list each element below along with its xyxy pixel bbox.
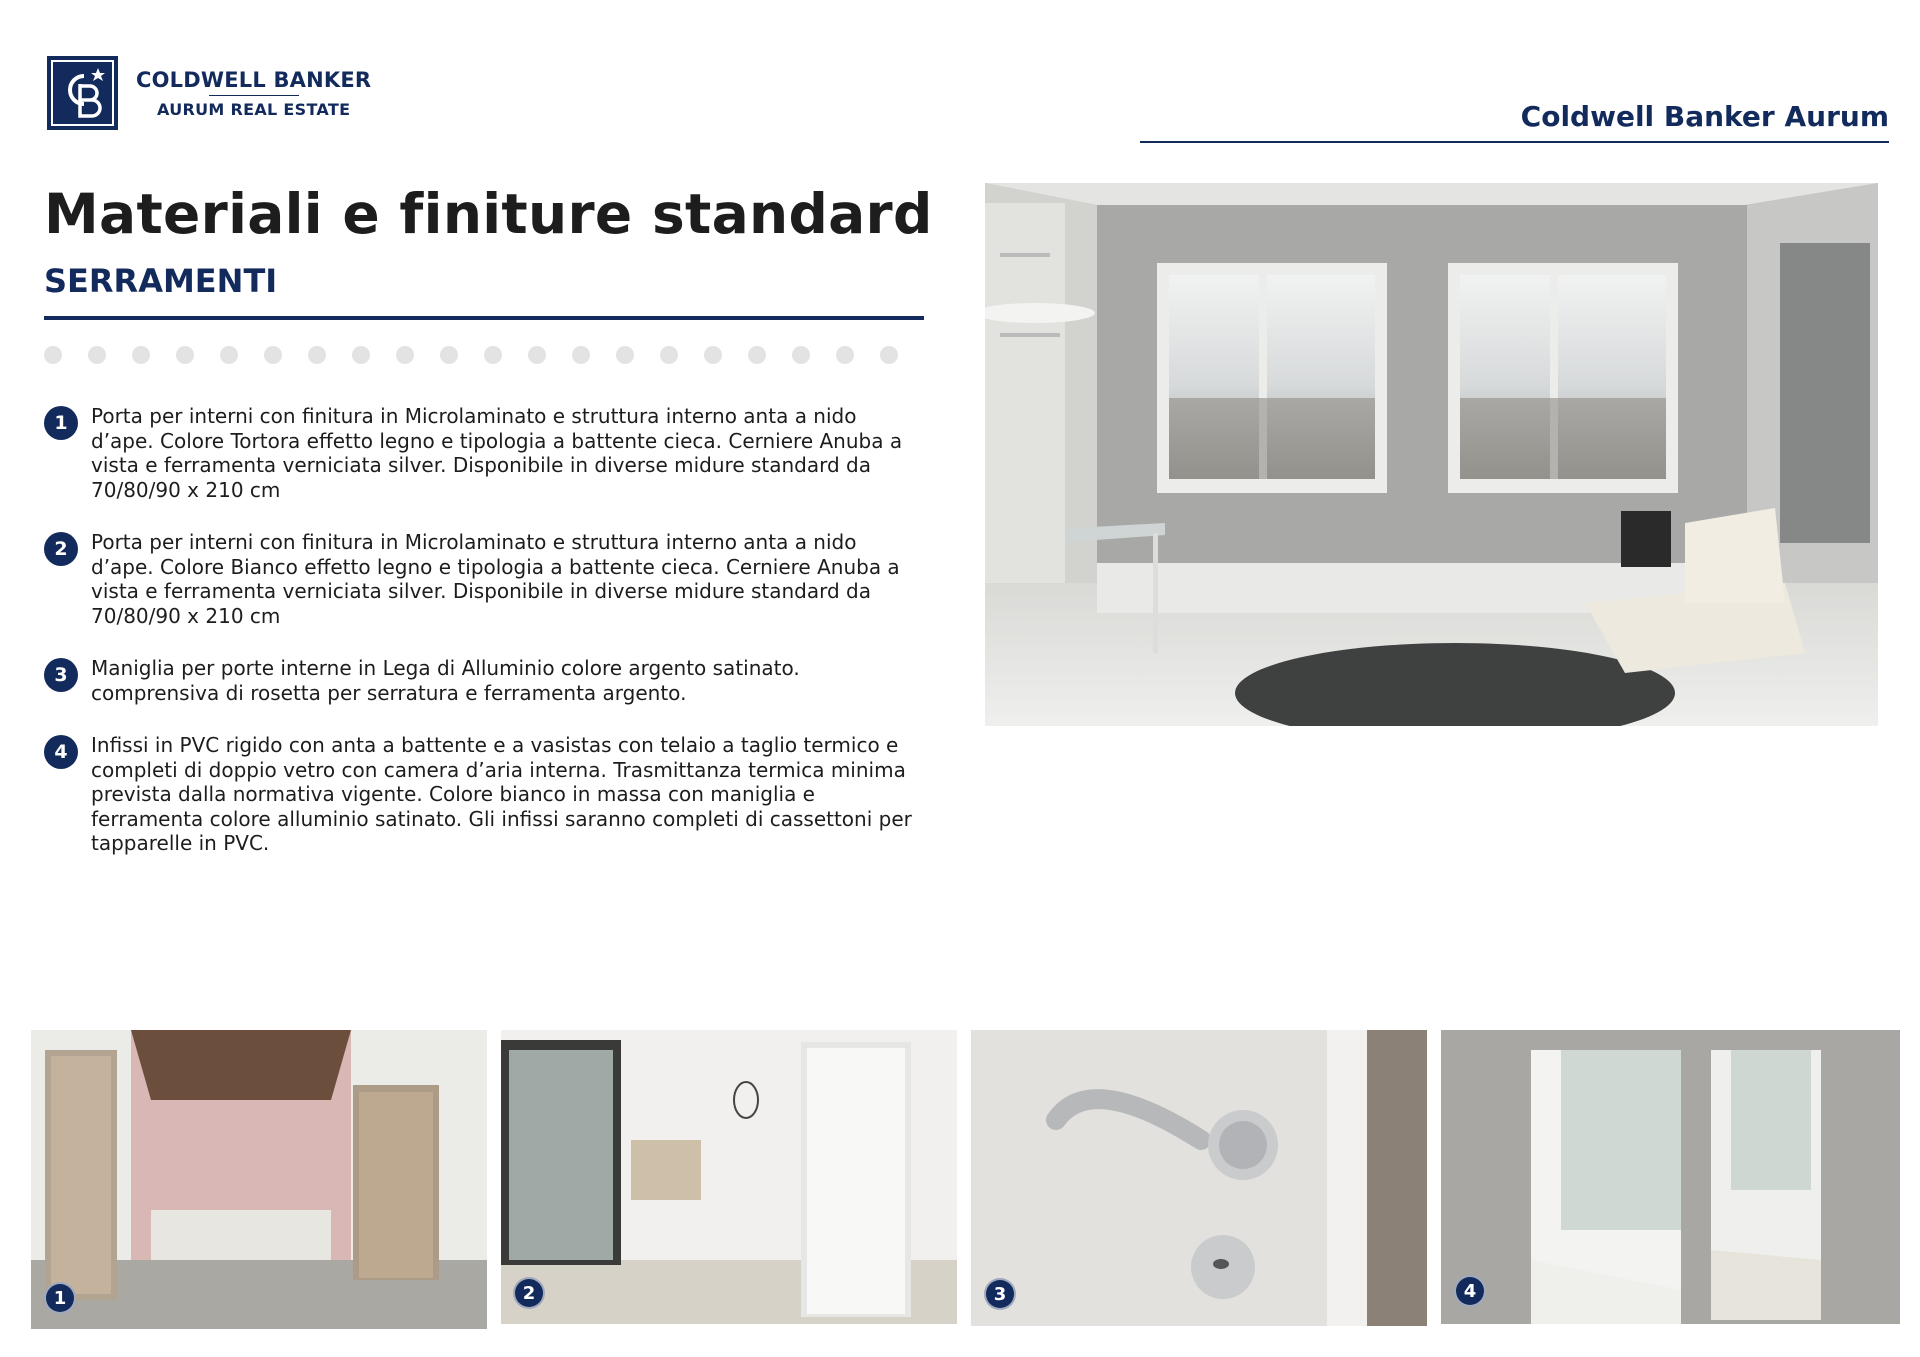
dot [132, 346, 150, 364]
dot [176, 346, 194, 364]
company-logo[interactable] [47, 56, 371, 130]
dot [308, 346, 326, 364]
logo-agency-name: AURUM REAL ESTATE [157, 99, 351, 119]
list-item [44, 656, 924, 705]
item-number-badge: 2 [44, 532, 78, 566]
dot [352, 346, 370, 364]
list-item [44, 530, 924, 628]
photo-badge: 3 [984, 1278, 1016, 1310]
dot [440, 346, 458, 364]
hero-interior-image [985, 183, 1878, 726]
header-rule [1140, 141, 1889, 143]
decorative-dots [44, 346, 924, 364]
dot [616, 346, 634, 364]
photo-badge: 4 [1454, 1275, 1486, 1307]
list-item [44, 733, 924, 856]
dot [836, 346, 854, 364]
materials-list [44, 404, 924, 884]
cb-logo-icon [47, 56, 118, 130]
item-number-badge: 3 [44, 658, 78, 692]
logo-divider [209, 95, 299, 96]
photo-badge: 2 [513, 1277, 545, 1309]
header-brand: Coldwell Banker Aurum [1520, 100, 1889, 133]
item-description: Infissi in PVC rigido con anta a battente e a vasistas con telaio a taglio termico e completi di doppio vetro con camera d’aria interna. Trasmittanza termica minima prevista dalla normativa vigente. Colore bianco in massa con maniglia e ferramenta colore alluminio satinato. Gli infissi saranno completi di cassettoni per tapparelle in PVC. [91, 733, 912, 855]
dot [220, 346, 238, 364]
dot [880, 346, 898, 364]
item-description: Porta per interni con finitura in Microlaminato e struttura interno anta a nido d’ape. Colore Bianco effetto legno e tipologia a battente cieca. Cerniere Anuba a vista e ferramenta verniciata silver. Disponibile in diverse midure standard da 70/80/90 x 210 cm [91, 530, 900, 628]
dot [792, 346, 810, 364]
logo-text [136, 68, 371, 119]
dot [396, 346, 414, 364]
photo-badge: 1 [44, 1282, 76, 1314]
product-photo-door-bianco [501, 1030, 957, 1324]
dot [572, 346, 590, 364]
item-description: Porta per interni con finitura in Microlaminato e struttura interno anta a nido d’ape. Colore Tortora effetto legno e tipologia a battente cieca. Cerniere Anuba a vista e ferramenta verniciata silver. Disponibile in diverse midure standard da 70/80/90 x 210 cm [91, 404, 903, 502]
item-description: Maniglia per porte interne in Lega di Alluminio colore argento satinato. comprensiva di rosetta per serratura e ferramenta argento. [91, 656, 800, 705]
section-subtitle: SERRAMENTI [44, 262, 278, 300]
item-number-badge: 4 [44, 735, 78, 769]
item-number-badge: 1 [44, 406, 78, 440]
dot [44, 346, 62, 364]
dot [704, 346, 722, 364]
dot [88, 346, 106, 364]
dot [660, 346, 678, 364]
product-photo-pvc-window [1441, 1030, 1900, 1324]
dot [528, 346, 546, 364]
title-divider [44, 316, 924, 320]
product-photo-handle [971, 1030, 1427, 1326]
dot [748, 346, 766, 364]
dot [484, 346, 502, 364]
list-item [44, 404, 924, 502]
product-photo-door-tortora [31, 1030, 487, 1329]
logo-company-name: COLDWELL BANKER [136, 67, 372, 92]
page-title: Materiali e finiture standard [44, 182, 933, 246]
dot [264, 346, 282, 364]
